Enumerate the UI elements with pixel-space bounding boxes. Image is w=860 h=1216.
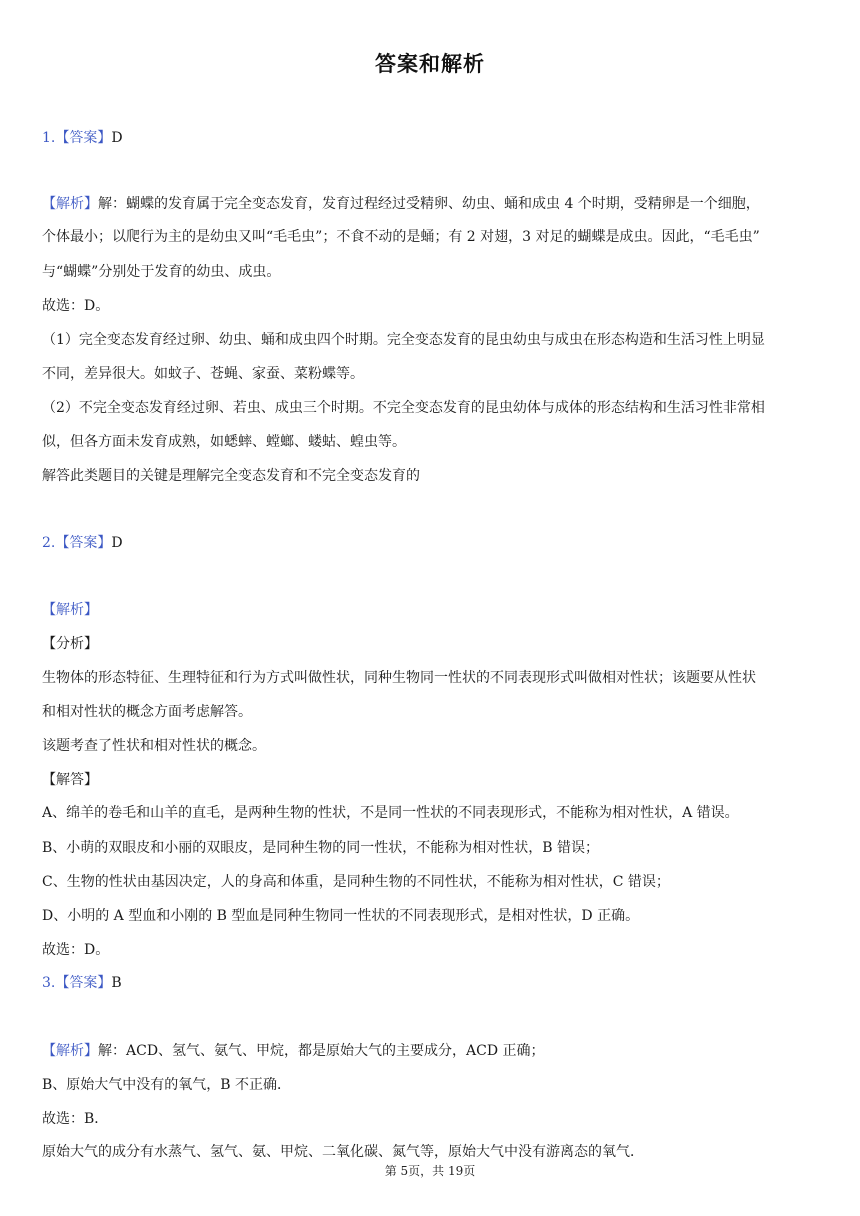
q1-analysis-line-1: [42, 194, 822, 214]
q2-option-b: B、小萌的双眼皮和小丽的双眼皮，是同种生物的同一性状，不能称为相对性状，B 错误；: [42, 840, 600, 856]
q3-analysis-tag: 【解析】: [42, 1043, 98, 1059]
q3-analysis-text: 解：ACD、氢气、氨气、甲烷，都是原始大气的主要成分，ACD 正确；: [98, 1043, 545, 1059]
q1-analysis-tag: 【解析】: [42, 196, 98, 212]
q1-choice-line: 故选：D。: [42, 298, 110, 314]
q1-point-2-line-2: 似，但各方面未发育成熟，如蟋蟀、螳螂、蝼蛄、蝗虫等。: [42, 434, 406, 450]
q2-fenxi-tag: 【分析】: [42, 636, 98, 652]
q1-analysis-line-2: 个体最小；以爬行为主的是幼虫又叫“毛毛虫”；不食不动的是蛹；有 2 对翅，3 对足的蝴蝶是成虫。因此，“毛毛虫”: [42, 229, 760, 245]
q2-fenxi-line-1: 生物体的形态特征、生理特征和行为方式叫做性状，同种生物同一性状的不同表现形式叫做相对性状；该题要从性状: [42, 670, 756, 686]
q2-answer-value: D: [111, 535, 123, 551]
q1-number: 1.: [42, 130, 56, 146]
q3-answer-tag: 【答案】: [55, 975, 112, 991]
q1-summary-line: 解答此类题目的关键是理解完全变态发育和不完全变态发育的: [42, 468, 420, 484]
q2-option-a: A、绵羊的卷毛和山羊的直毛，是两种生物的性状，不是同一性状的不同表现形式，不能称为相对性状，A 错误。: [42, 805, 739, 821]
q1-point-1-line-1: （1）完全变态发育经过卵、幼虫、蛹和成虫四个时期。完全变态发育的昆虫幼虫与成虫在形态构造和生活习性上明显: [42, 332, 765, 348]
page-title: 答案和解析: [375, 52, 485, 76]
q2-answer-tag: 【答案】: [55, 535, 112, 551]
q1-answer-value: D: [111, 130, 123, 146]
q1-analysis-line-3: 与“蝴蝶”分别处于发育的幼虫、成虫。: [42, 264, 281, 280]
q3-summary-line: 原始大气的成分有水蒸气、氢气、氨、甲烷、二氧化碳、氮气等，原始大气中没有游离态的氧气．: [42, 1144, 644, 1160]
q2-choice-line: 故选：D。: [42, 942, 110, 958]
q2-answer-line: [42, 533, 822, 553]
q1-analysis-text: 解：蝴蝶的发育属于完全变态发育，发育过程经过受精卵、幼虫、蛹和成虫 4 个时期，受精卵是一个细胞，: [98, 196, 760, 212]
q3-analysis-line-2: B、原始大气中没有的氧气，B 不正确．: [42, 1077, 292, 1093]
q2-jieda-tag: 【解答】: [42, 772, 98, 788]
q2-option-c: C、生物的性状由基因决定，人的身高和体重，是同种生物的不同性状，不能称为相对性状，C 错误；: [42, 874, 670, 890]
q3-answer-value: B: [111, 975, 122, 991]
q1-point-2-line-1: （2）不完全变态发育经过卵、若虫、成虫三个时期。不完全变态发育的昆虫幼体与成体的形态结构和生活习性非常相: [42, 400, 765, 416]
q2-analysis-tag: 【解析】: [42, 602, 98, 618]
q1-answer-line: [42, 128, 822, 148]
q3-number: 3.: [42, 975, 56, 991]
q3-analysis-line-1: [42, 1041, 822, 1061]
q2-fenxi-line-2: 和相对性状的概念方面考虑解答。: [42, 704, 252, 720]
page-footer: 第 5页，共 19页: [384, 1164, 476, 1178]
q1-point-1-line-2: 不同，差异很大。如蚊子、苍蝇、家蚕、菜粉蝶等。: [42, 366, 364, 382]
q2-number: 2.: [42, 535, 56, 551]
q3-answer-line: [42, 973, 822, 993]
q1-answer-tag: 【答案】: [55, 130, 112, 146]
q2-option-d: D、小明的 A 型血和小刚的 B 型血是同种生物同一性状的不同表现形式，是相对性状，D 正确。: [42, 908, 640, 924]
q2-fenxi-line-3: 该题考查了性状和相对性状的概念。: [42, 738, 266, 754]
q3-choice-line: 故选：B．: [42, 1111, 109, 1127]
